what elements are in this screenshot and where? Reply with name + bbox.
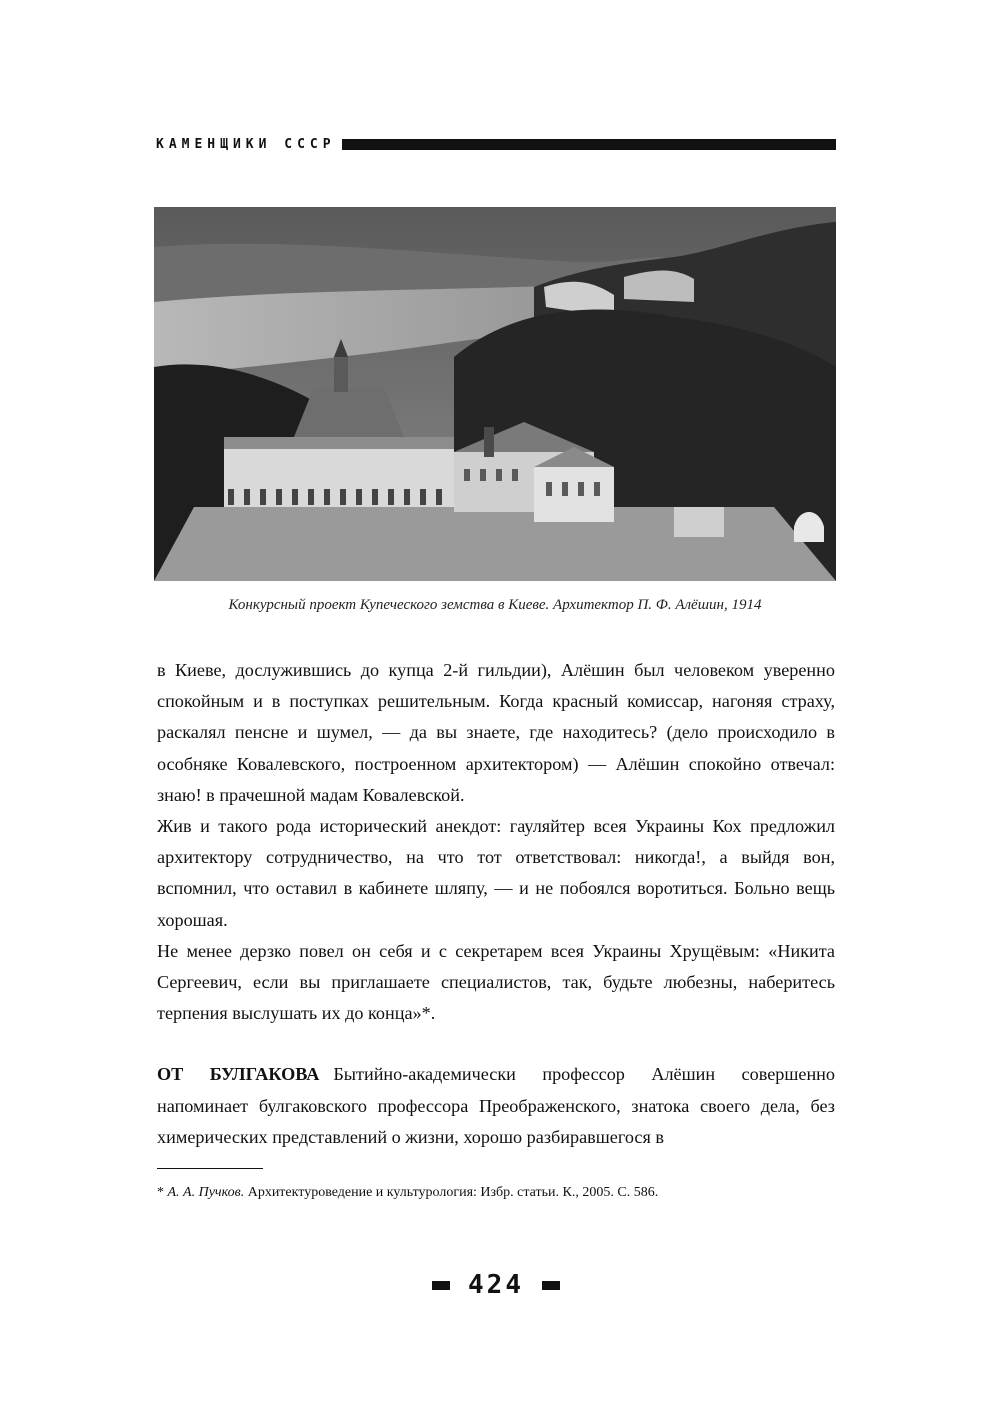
footnote [157,1185,837,1201]
header-rule [342,139,836,150]
running-header [156,135,836,153]
section-gap [157,1029,835,1059]
footnote-rule [157,1168,263,1169]
footnote-marker: * [157,1185,164,1200]
folio-bar-left [432,1281,450,1290]
architectural-illustration [154,207,836,581]
paragraph: Жив и такого рода исторический анекдот: гауляйтер всея Украины Кох предложил архитектору сотрудничество, на что тот ответствовал: никогда!, а выйдя вон, вспомнил, что оставил в кабинете шляпу, — и не побоялся воротиться. Больно вещь хорошая. [157,816,835,930]
running-title: КАМЕНЩИКИ СССР [156,136,336,152]
page-number-block [0,1270,992,1300]
footnote-text: Архитектуроведение и культурология: Избр. статьи. К., 2005. С. 586. [247,1185,659,1200]
folio-bar-right [542,1281,560,1290]
paragraph: в Киеве, дослужившись до купца 2-й гильдии), Алёшин был человеком уверенно спокойным и в поступках решительным. Когда красный комиссар, нагоняя страху, раскалял пенсне и шумел, — да вы знаете, где находитесь? (дело происходило в особняке Ковалевского, построенном архитектором) — Алёшин спокойно отвечал: знаю! в прачешной мадам Ковалевской. [157,660,835,805]
page-number: 424 [468,1270,524,1300]
body-text [157,655,835,1153]
section-paragraph [157,1059,835,1153]
footnote-author: А. А. Пучков. [167,1185,245,1200]
paragraph: Не менее дерзко повел он себя и с секретарем всея Украины Хрущёвым: «Никита Сергеевич, если вы приглашаете специалистов, так, будьте любезны, наберитесь терпения выслушать их до конца»*. [157,940,835,1024]
figure-caption: Конкурсный проект Купеческого земства в Киеве. Архитектор П. Ф. Алёшин, 1914 [228,597,762,613]
section-text: Бытийно-академически профессор Алёшин совершенно напоминает булгаковского профессора Преображенского, знатока своего дела, без химерических представлений о жизни, хорошо разбиравшегося в [157,1064,835,1147]
section-label: ОТ БУЛГАКОВА [157,1064,320,1085]
